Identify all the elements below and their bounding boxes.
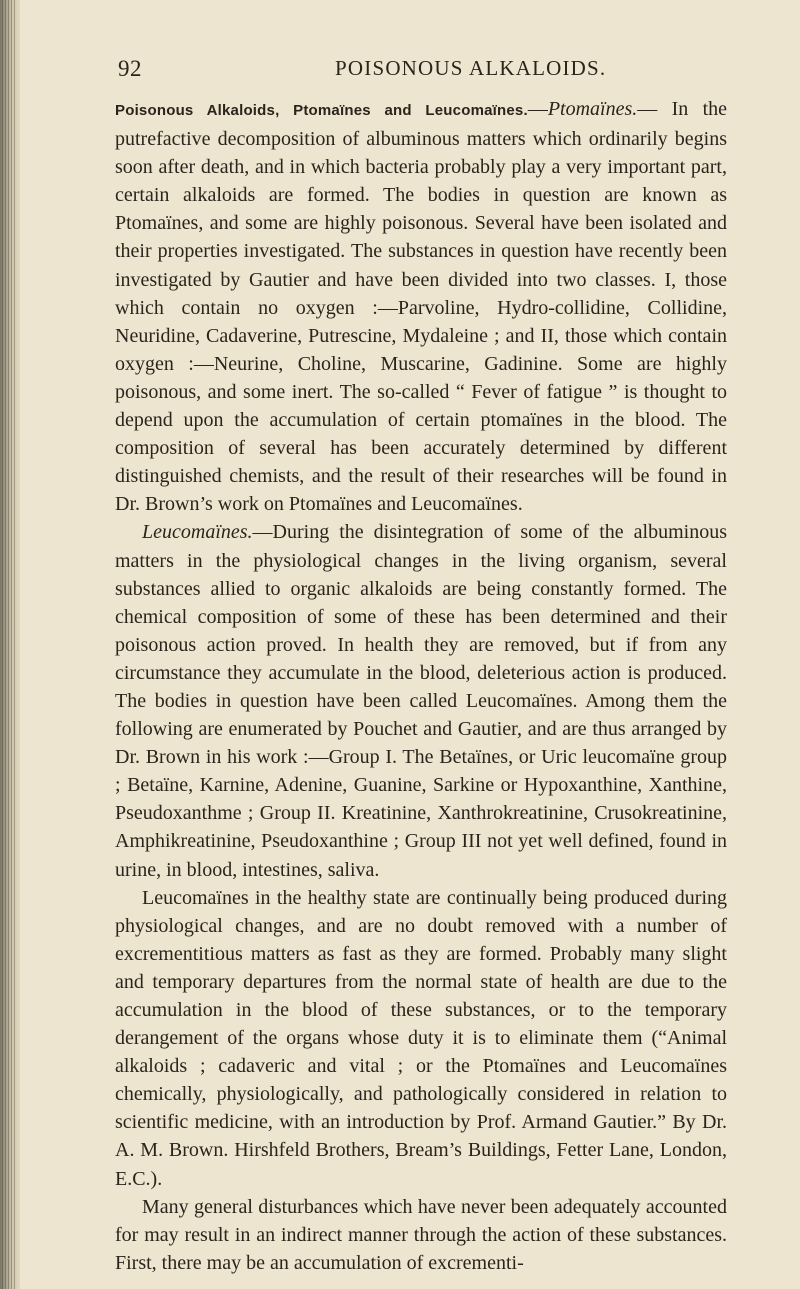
leucomaines-dash: — xyxy=(252,521,273,544)
ptomaines-body: In the putrefactive decomposition of albuminous matters which ordinarily begins soon after death, and in which bacteria probably play a very important part, certain alkaloids are formed. The bodies in question are known as Ptomaïnes, and some are highly poisonous. Several have been isolated and their properties investigated. The substances in question have recently been investigated by Gautier and have been divided into two classes. I, those which contain no oxygen :—Parvoline, Hydro-collidine, Collidine, Neuridine, Cadaverine, Putrescine, Mydaleine ; and II, those which contain oxygen :—Neurine, Choline, Muscarine, Gadinine. Some are highly poisonous, and some inert. The so-called “ Fever of fatigue ” is thought to depend upon the accumulation of certain ptomaïnes in the blood. The composition of several has been accurately determined by different distinguished chemists, and the result of their researches will be found in Dr. Brown’s work on Ptomaïnes and Leucomaïnes. xyxy=(115,98,727,516)
paragraph-general-disturbances: Many general disturbances which have never been adequately accounted for may result in an indirect manner through the action of these substances. First, there may be an accumulation of excrementi- xyxy=(115,1195,727,1274)
page-number: 92 xyxy=(118,56,142,81)
running-head xyxy=(0,56,800,86)
subheading-dash: — xyxy=(637,98,658,120)
ptomaines-subheading: Ptomaïnes. xyxy=(547,98,638,120)
paragraph-ptomaines xyxy=(115,95,727,518)
section-heading: Poisonous Alkaloids, Ptomaïnes and Leucomaïnes. xyxy=(115,102,528,119)
leucomaines-subheading: Leucomaïnes. xyxy=(142,521,253,544)
text-block xyxy=(115,95,727,1277)
running-title: POISONOUS ALKALOIDS. xyxy=(335,56,607,80)
paragraph-leucomaines xyxy=(115,518,727,883)
heading-dash: — xyxy=(527,98,548,120)
paragraph-healthy-state: Leucomaïnes in the healthy state are continually being produced during physiological changes, and are no doubt removed with a number of excrementitious matters as fast as they are formed. Probably many slight and temporary departures from the normal state of health are due to the accumulation in the blood of these substances, or to the temporary derangement of the organs whose duty it is to eliminate them (“Animal alkaloids ; cadaveric and vital ; or the Ptomaïnes and Leucomaïnes chemically, physiologically, and pathologically considered in relation to scientific medicine, with an introduction by Prof. Armand Gautier.” By Dr. A. M. Brown. Hirshfeld Brothers, Bream’s Buildings, Fetter Lane, London, E.C.). xyxy=(115,886,727,1190)
leucomaines-body: During the disintegration of some of the albuminous matters in the physiological changes in the living organism, several substances allied to organic alkaloids are being constantly formed. The chemical composition of some of these has been determined and their poisonous action proved. In health they are removed, but if from any circumstance they accumulate in the blood, deleterious action is produced. The bodies in question have been called Leucomaïnes. Among them the following are enumerated by Pouchet and Gautier, and are thus arranged by Dr. Brown in his work :—Group I. The Betaïnes, or Uric leucomaïne group ; Betaïne, Karnine, Adenine, Guanine, Sarkine or Hypoxanthine, Xanthine, Pseudoxanthme ; Group II. Kreatinine, Xanthrokreatinine, Crusokreatinine, Amphikreatinine, Pseudoxanthine ; Group III not yet well defined, found in urine, in blood, intestines, saliva. xyxy=(115,521,727,881)
